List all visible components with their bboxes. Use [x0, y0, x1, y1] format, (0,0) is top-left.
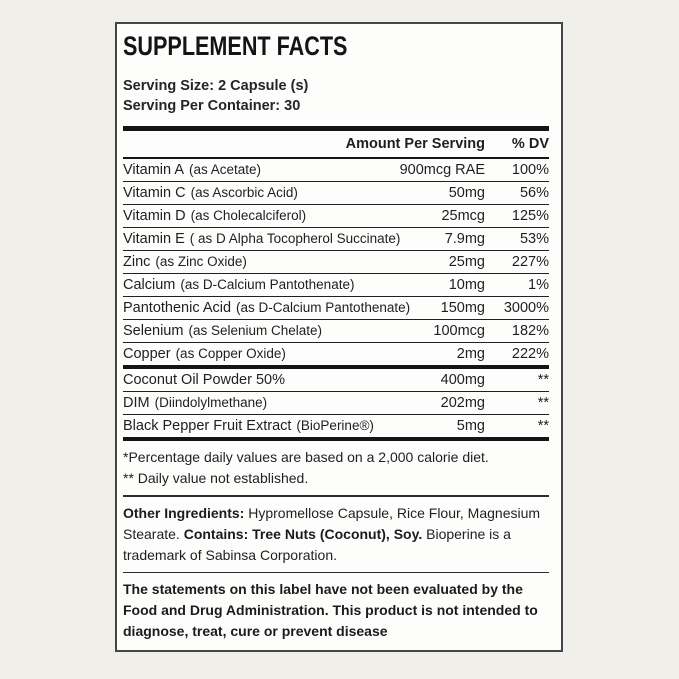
nutrient-amount: 150mg — [440, 300, 485, 316]
nutrient-detail: (as Selenium Chelate) — [188, 323, 323, 338]
table-header-row — [123, 131, 549, 157]
table-row — [123, 273, 549, 296]
table-row — [123, 296, 549, 319]
table-row — [123, 319, 549, 342]
ingredient-detail: (BioPerine®) — [296, 418, 374, 433]
nutrient-amount: 25mcg — [441, 208, 485, 224]
nutrient-name: Vitamin A (as Acetate) — [123, 162, 262, 178]
serving-info — [123, 76, 549, 116]
footnotes — [123, 441, 549, 495]
other-ingredients-label: Other Ingredients: — [123, 504, 245, 521]
ingredient-amount: 400mg — [440, 372, 485, 388]
table-row — [123, 250, 549, 273]
servings-per-container: Serving Per Container: 30 — [123, 98, 301, 114]
header-percent-dv: % DV — [511, 136, 549, 152]
nutrient-dv: 53% — [519, 231, 549, 247]
table-row — [123, 227, 549, 250]
table-row — [123, 369, 549, 391]
nutrient-rows-group — [123, 159, 549, 365]
nutrient-name: Calcium (as D-Calcium Pantothenate) — [123, 277, 355, 293]
nutrient-name: Vitamin C (as Ascorbic Acid) — [123, 185, 298, 201]
table-row — [123, 414, 549, 437]
ingredient-name: DIM (Diindolylmethane) — [123, 395, 268, 411]
nutrient-amount: 2mg — [456, 346, 485, 362]
nutrient-detail: (as D-Calcium Pantothenate) — [180, 277, 355, 292]
nutrient-name: Zinc (as Zinc Oxide) — [123, 254, 247, 270]
nutrient-amount: 100mcg — [433, 323, 485, 339]
nutrient-dv: 222% — [511, 346, 549, 362]
other-ingredients — [123, 497, 549, 572]
nutrient-detail: (as Zinc Oxide) — [155, 254, 247, 269]
nutrient-dv: 100% — [511, 162, 549, 178]
supplement-facts-panel — [115, 22, 563, 652]
table-row — [123, 342, 549, 365]
nutrient-dv: 182% — [511, 323, 549, 339]
nutrient-name: Vitamin D (as Cholecalciferol) — [123, 208, 307, 224]
nutrient-amount: 50mg — [448, 185, 485, 201]
ingredient-amount: 5mg — [456, 418, 485, 434]
nutrient-detail: (as Copper Oxide) — [175, 346, 286, 361]
header-amount-per-serving: Amount Per Serving — [345, 136, 485, 152]
ingredient-name: Coconut Oil Powder 50% — [123, 372, 285, 388]
nutrient-dv: 227% — [511, 254, 549, 270]
ingredient-dv: ** — [537, 418, 549, 434]
nutrient-amount: 900mcg RAE — [399, 162, 485, 178]
table-row — [123, 204, 549, 227]
nutrient-detail: (as Acetate) — [189, 162, 262, 177]
ingredient-amount: 202mg — [440, 395, 485, 411]
panel-title: SUPPLEMENT FACTS — [123, 31, 348, 61]
nutrient-detail: ( as D Alpha Tocopherol Succinate) — [189, 231, 401, 246]
table-row — [123, 391, 549, 414]
table-row — [123, 181, 549, 204]
nutrient-detail: (as Cholecalciferol) — [190, 208, 307, 223]
table-row — [123, 159, 549, 181]
nutrient-detail: (as D-Calcium Pantothenate) — [236, 300, 411, 315]
nutrient-amount: 10mg — [448, 277, 485, 293]
nutrient-amount: 7.9mg — [444, 231, 485, 247]
ingredient-dv: ** — [537, 395, 549, 411]
contains-statement: Contains: Tree Nuts (Coconut), Soy. — [183, 525, 423, 542]
ingredient-detail: (Diindolylmethane) — [154, 395, 268, 410]
other-ingredients-text: Hypromellose Capsule, Rice Flour, Magnesium Stearate. — [123, 504, 541, 542]
blend-rows-group — [123, 369, 549, 437]
nutrient-name: Pantothenic Acid (as D-Calcium Pantothenate) — [123, 300, 411, 316]
nutrient-dv: 56% — [519, 185, 549, 201]
nutrient-dv: 3000% — [503, 300, 549, 316]
nutrient-dv: 1% — [528, 277, 549, 293]
nutrient-name: Selenium (as Selenium Chelate) — [123, 323, 323, 339]
nutrient-amount: 25mg — [448, 254, 485, 270]
nutrient-name: Vitamin E ( as D Alpha Tocopherol Succinate) — [123, 231, 401, 247]
serving-size: Serving Size: 2 Capsule (s) — [123, 78, 309, 94]
ingredient-name: Black Pepper Fruit Extract (BioPerine®) — [123, 418, 374, 434]
footnote-not-established: ** Daily value not established. — [123, 470, 309, 486]
fda-disclaimer: The statements on this label have not been evaluated by the Food and Drug Administration. This product is not intended to diagnose, treat, cure or prevent disease — [123, 581, 538, 639]
nutrient-name: Copper (as Copper Oxide) — [123, 346, 286, 362]
nutrient-dv: 125% — [511, 208, 549, 224]
ingredient-dv: ** — [537, 372, 549, 388]
footnote-daily-values: *Percentage daily values are based on a 2,000 calorie diet. — [123, 449, 489, 465]
nutrient-detail: (as Ascorbic Acid) — [190, 185, 298, 200]
trademark-text: Bioperine is a trademark of Sabinsa Corporation. — [123, 525, 511, 563]
